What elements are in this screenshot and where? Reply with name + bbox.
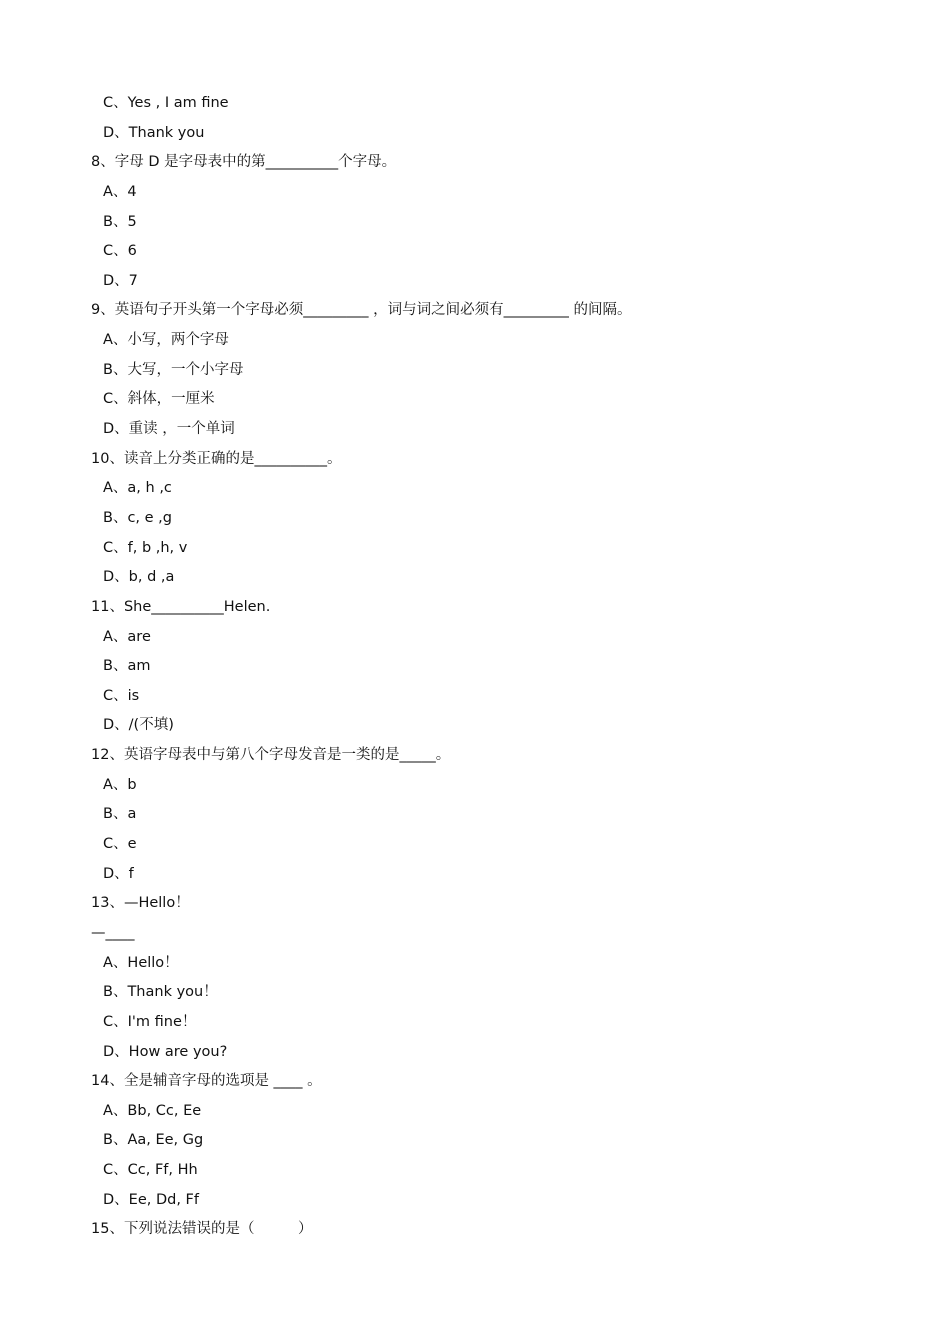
option-line: A、小写，两个字母 bbox=[103, 332, 229, 349]
question-13: 13、—Hello！ bbox=[91, 895, 190, 912]
option-line: A、are bbox=[103, 628, 151, 645]
option-line: C、I'm fine！ bbox=[103, 1013, 197, 1030]
option-line: C、is bbox=[103, 687, 140, 704]
question-15: 15、下列说法错误的是（ ） bbox=[91, 1221, 313, 1238]
option-line: B、c, e ,g bbox=[103, 509, 172, 526]
option-line: C、e bbox=[103, 836, 137, 853]
option-line: B、Aa, Ee, Gg bbox=[103, 1132, 204, 1149]
option-line: C、f, b ,h, v bbox=[103, 539, 188, 556]
option-line: B、Thank you！ bbox=[103, 984, 218, 1001]
question-10: 10、读音上分类正确的是__________。 bbox=[91, 450, 342, 467]
option-line: D、How are you? bbox=[103, 1043, 228, 1060]
option-line: A、Hello！ bbox=[103, 954, 179, 971]
option-line: C、6 bbox=[103, 243, 137, 260]
question-12: 12、英语字母表中与第八个字母发音是一类的是_____。 bbox=[91, 747, 451, 764]
option-line: C、斜体，一厘米 bbox=[103, 391, 215, 408]
option-line: D、7 bbox=[103, 272, 138, 289]
option-line: B、a bbox=[103, 806, 137, 823]
option-line: A、4 bbox=[103, 183, 137, 200]
question-13-reply: —____ bbox=[91, 924, 135, 941]
option-line: B、大写，一个小字母 bbox=[103, 361, 244, 378]
question-14: 14、全是辅音字母的选项是 ____ 。 bbox=[91, 1073, 322, 1090]
option-line: B、am bbox=[103, 658, 151, 675]
option-line: D、/(不填) bbox=[103, 717, 174, 734]
option-line: D、Ee, Dd, Ff bbox=[103, 1191, 199, 1208]
option-line: D、重读 ，一个单词 bbox=[103, 421, 235, 438]
option-line: B、5 bbox=[103, 213, 137, 230]
document-page bbox=[0, 89, 950, 1245]
option-line: D、Thank you bbox=[103, 124, 205, 141]
option-line: A、Bb, Cc, Ee bbox=[103, 1102, 202, 1119]
option-line: D、b, d ,a bbox=[103, 569, 175, 586]
option-line: C、Yes , I am fine bbox=[103, 95, 229, 111]
option-line: A、b bbox=[103, 776, 137, 793]
option-line: A、a, h ,c bbox=[103, 480, 172, 497]
option-line: D、f bbox=[103, 865, 134, 882]
question-9: 9、英语句子开头第一个字母必须_________ ，词与词之间必须有_________ 的间隔。 bbox=[91, 302, 632, 319]
option-line: C、Cc, Ff, Hh bbox=[103, 1162, 198, 1179]
question-8: 8、字母 D 是字母表中的第__________个字母。 bbox=[91, 154, 397, 171]
question-11: 11、She__________Helen. bbox=[91, 598, 271, 615]
